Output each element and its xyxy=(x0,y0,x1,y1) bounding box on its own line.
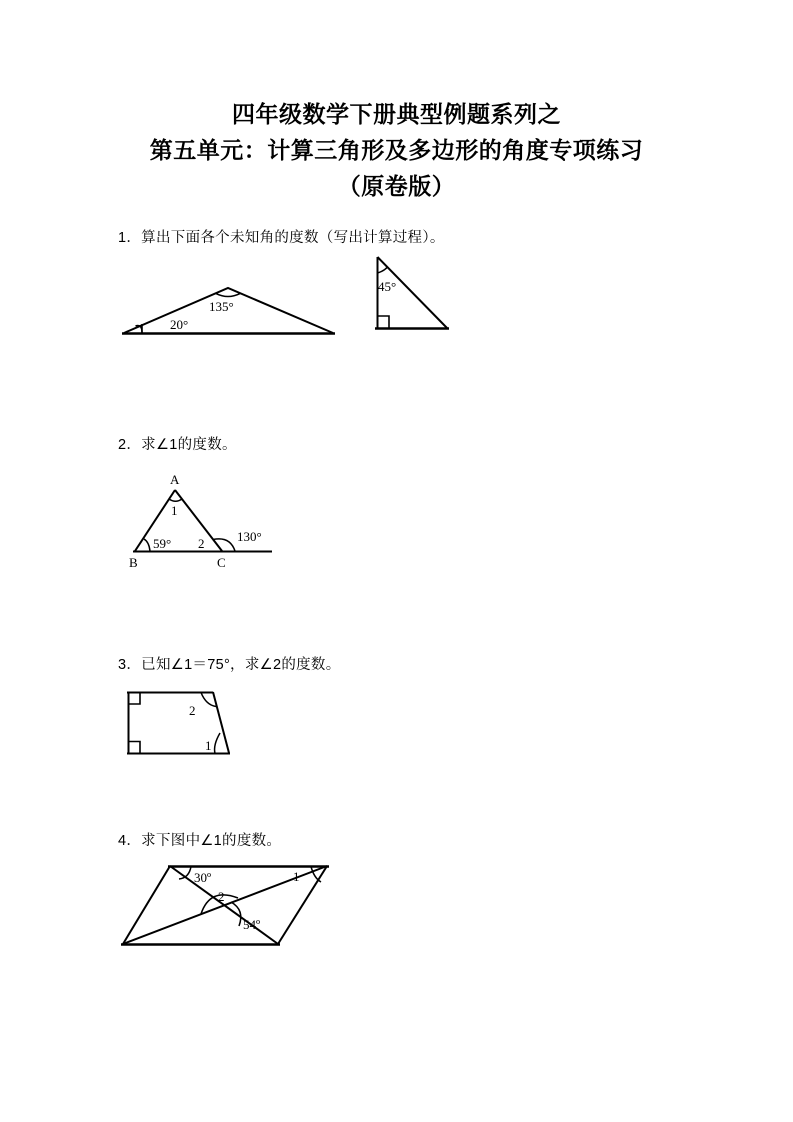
question-1-text: 1．算出下面各个未知角的度数（写出计算过程）。 xyxy=(118,230,445,246)
title-line-2: 第五单元：计算三角形及多边形的角度专项练习 xyxy=(149,137,644,163)
question-3-text: 3．已知∠1＝75°，求∠2的度数。 xyxy=(118,657,341,673)
vertex-label-c: C xyxy=(217,555,226,570)
angle-b-label: 59° xyxy=(153,536,172,551)
trapezoid-angle-2-label: 2 xyxy=(189,703,196,718)
question-2-text: 2．求∠1的度数。 xyxy=(118,437,237,453)
parallelogram-angle-1-label: 1 xyxy=(293,869,300,884)
title-line-3: （原卷版） xyxy=(337,173,456,199)
figure-triangle-abc xyxy=(120,470,290,575)
right-triangle-top-angle-label: 45° xyxy=(378,279,397,294)
obtuse-triangle-apex-angle-label: 135° xyxy=(209,299,234,314)
exterior-angle-label: 130° xyxy=(237,529,262,544)
parallelogram-angle-30-label: 30º xyxy=(194,870,212,885)
figure-right-trapezoid xyxy=(120,685,250,770)
page-title xyxy=(0,96,793,204)
obtuse-triangle-left-angle-label: 20° xyxy=(170,317,189,332)
angle-1-label: 1 xyxy=(171,503,178,518)
figure-obtuse-triangle xyxy=(112,275,352,345)
trapezoid-angle-1-label: 1 xyxy=(205,738,212,753)
parallelogram-angle-2-label: 2 xyxy=(218,889,225,904)
parallelogram-angle-54-label: 54º xyxy=(243,917,261,932)
figure-parallelogram-diagonals xyxy=(115,858,345,958)
title-line-1: 四年级数学下册典型例题系列之 xyxy=(232,101,561,127)
angle-2-label: 2 xyxy=(198,536,205,551)
vertex-label-a: A xyxy=(170,472,180,487)
figure-right-triangle xyxy=(368,250,468,345)
question-4-text: 4．求下图中∠1的度数。 xyxy=(118,833,282,849)
vertex-label-b: B xyxy=(129,555,138,570)
